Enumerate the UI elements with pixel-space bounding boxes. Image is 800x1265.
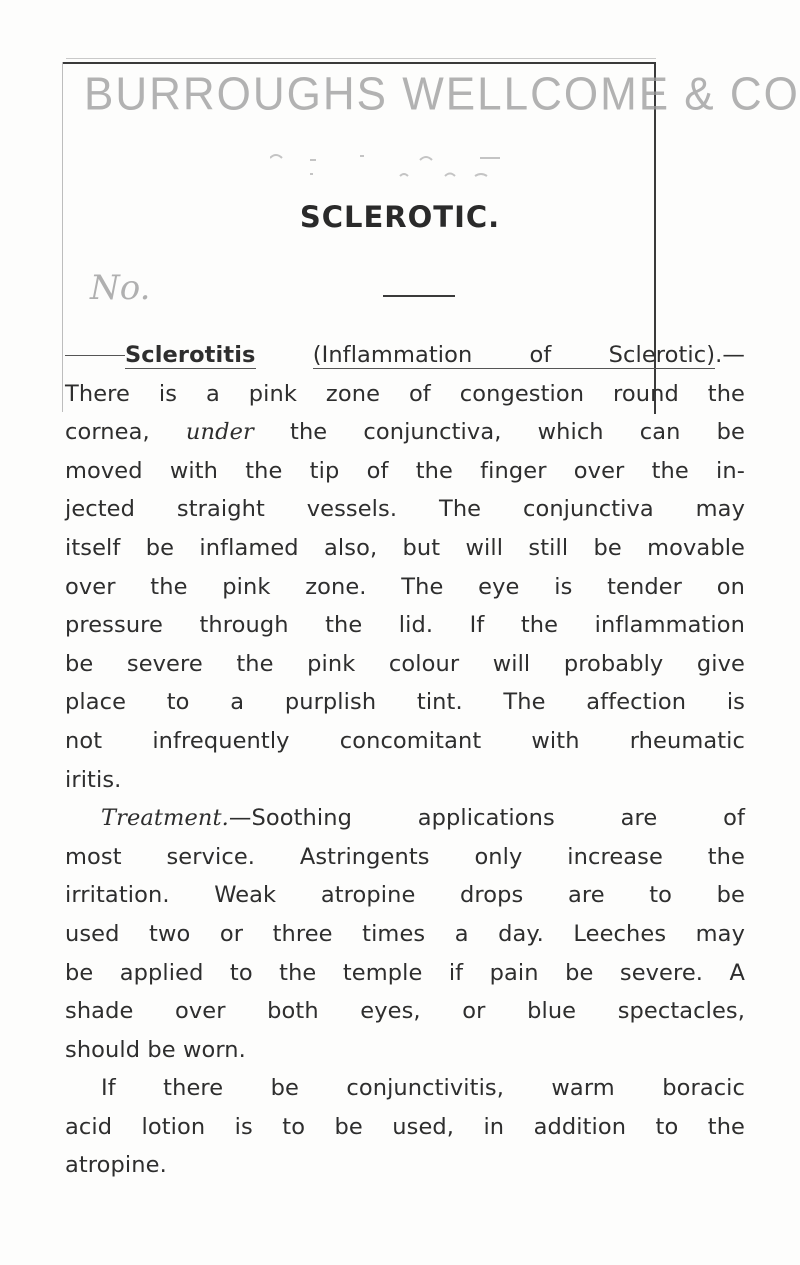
heading-rule (383, 295, 455, 297)
treatment-line: irritation. Weak atropine drops are to be (65, 882, 745, 909)
entry-line: place to a purplish tint. The affection is (65, 689, 745, 716)
entry-line: over the pink zone. The eye is tender on (65, 573, 745, 600)
lead-underline (65, 355, 125, 356)
treatment-line: shade over both eyes, or blue spectacles, (65, 998, 745, 1025)
stamp-number-label: No. (90, 268, 151, 308)
entry-line: itself be inflamed also, but will still be movable (65, 534, 745, 561)
conjunctivitis-line: If there be conjunctivitis, warm boracic (101, 1075, 745, 1102)
entry-line (65, 413, 745, 452)
entry-line-part: the conjunctiva, which can be (290, 419, 745, 446)
entry-line: be severe the pink colour will probably give (65, 650, 745, 677)
entry-line: pressure through the lid. If the inflammation (65, 612, 745, 639)
entry-line: not infrequently concomitant with rheumatic (65, 727, 745, 754)
treatment-line: most service. Astringents only increase the (65, 843, 745, 870)
entry-term: Sclerotitis (125, 342, 256, 368)
conjunctivitis-line: acid lotion is to be used, in addition to the (65, 1113, 745, 1140)
entry-line: iritis. (65, 766, 122, 793)
treatment-label: Treatment. (101, 805, 229, 832)
entry-line-part: cornea, (65, 419, 150, 446)
entry-line: There is a pink zone of congestion round the (65, 380, 745, 407)
treatment-line: be applied to the temple if pain be severe. A (65, 959, 745, 986)
treatment-dash: — (228, 805, 252, 832)
entry-line: moved with the tip of the finger over the in- (65, 457, 745, 484)
entry-lead-line (65, 336, 745, 375)
stamp-top-rule (66, 58, 656, 59)
treatment-line-part: Soothing applications are of (251, 805, 745, 832)
entry-line: jected straight vessels. The conjunctiva may (65, 496, 745, 523)
page-body (65, 336, 745, 1185)
library-stamp-text: BURROUGHS WELLCOME & CO (84, 68, 800, 121)
conjunctivitis-line: atropine. (65, 1152, 167, 1179)
treatment-line: used two or three times a day. Leeches may (65, 920, 745, 947)
page-title: SCLEROTIC. (299, 200, 501, 234)
entry-term-paren: (Inflammation of Sclerotic) (312, 342, 716, 368)
entry-line-emphasis: under (185, 419, 254, 446)
treatment-line: should be worn. (65, 1036, 246, 1063)
entry-term-tail: .— (715, 342, 745, 368)
stamp-faint-marks-icon (270, 150, 520, 180)
treatment-line (65, 799, 745, 838)
